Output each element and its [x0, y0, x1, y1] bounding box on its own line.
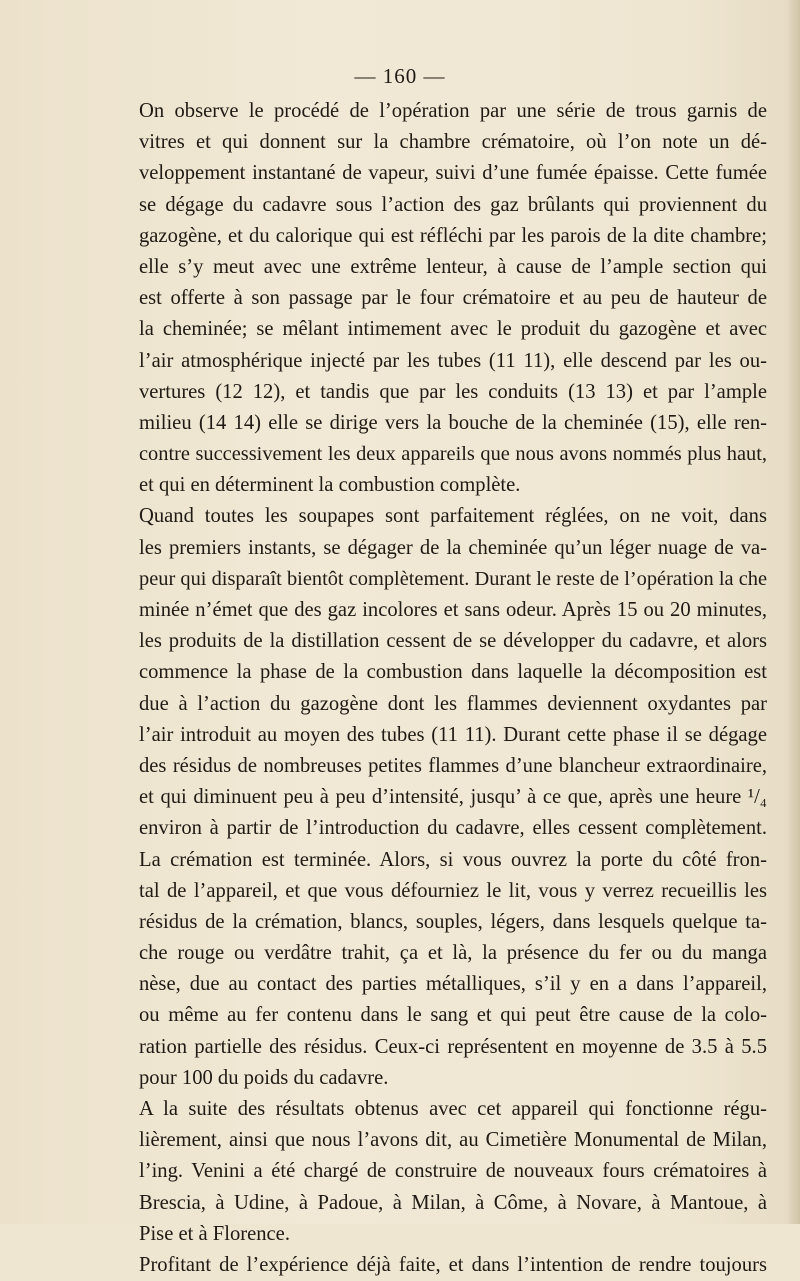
text-line: l’ing. Venini a été chargé de construire de nouveaux fours crématoires à — [139, 1160, 767, 1183]
text-line: nèse, due au contact des parties métalliques, s’il y en a dans l’appareil, — [139, 973, 767, 996]
text-line: veloppement instantané de vapeur, suivi d’une fumée épaisse. Cette fumée — [139, 162, 767, 185]
text-line: les produits de la distillation cessent de se développer du cadavre, et alors — [139, 630, 767, 653]
text-line: che rouge ou verdâtre trahit, ça et là, la présence du fer ou du manga — [139, 942, 767, 965]
text-line: se dégage du cadavre sous l’action des gaz brûlants qui proviennent du — [139, 193, 767, 216]
text-line: pour 100 du poids du cadavre. — [139, 1066, 389, 1089]
text-line: ou même au fer contenu dans le sang et qui peut être cause de la colo- — [139, 1004, 767, 1027]
text-line: est offerte à son passage par le four crématoire et au peu de hauteur de — [139, 287, 767, 310]
text-line: des résidus de nombreuses petites flammes d’une blancheur extraordinaire, — [139, 754, 767, 777]
text-line: elle s’y meut avec une extrême lenteur, à cause de l’ample section qui — [139, 255, 767, 278]
text-line: due à l’action du gazogène dont les flammes deviennent oxydantes par — [139, 692, 767, 715]
text-line: l’air atmosphérique injecté par les tubes (11 11), elle descend par les ou- — [139, 349, 767, 372]
text-line: l’air introduit au moyen des tubes (11 11). Durant cette phase il se dégage — [139, 723, 767, 746]
text-line: La crémation est terminée. Alors, si vous ouvrez la porte du côté fron- — [139, 848, 767, 871]
body-text — [139, 96, 767, 1281]
text-line: et qui diminuent peu à peu d’intensité, jusqu’ à ce que, après une heure ¹/₄ — [139, 786, 767, 809]
text-line: Brescia, à Udine, à Padoue, à Milan, à Côme, à Novare, à Mantoue, à — [139, 1191, 767, 1214]
text-line: la cheminée; se mêlant intimement avec le produit du gazogène et avec — [139, 318, 767, 341]
text-line: peur qui disparaît bientôt complètement. Durant le reste de l’opération la che — [139, 567, 767, 590]
text-line: A la suite des résultats obtenus avec cet appareil qui fonctionne régu- — [139, 1098, 767, 1120]
text-line: vitres et qui donnent sur la chambre crématoire, où l’on note un dé- — [139, 131, 767, 154]
text-line: résidus de la crémation, blancs, souples, légers, dans lesquels quelque ta- — [139, 910, 767, 933]
text-line: Profitant de l’expérience déjà faite, et dans l’intention de rendre toujours — [139, 1253, 767, 1276]
text-line: les premiers instants, se dégager de la cheminée qu’un léger nuage de va- — [139, 536, 767, 559]
page-number: — 160 — — [354, 64, 446, 88]
text-line: ration partielle des résidus. Ceux-ci représentent en moyenne de 3.5 à 5.5 — [139, 1035, 767, 1058]
text-line: Quand toutes les soupapes sont parfaitement réglées, on ne voit, dans — [139, 505, 767, 528]
text-line: On observe le procédé de l’opération par une série de trous garnis de — [139, 100, 767, 122]
text-line: vertures (12 12), et tandis que par les conduits (13 13) et par l’ample — [139, 380, 767, 403]
page-edge-shadow — [786, 0, 800, 1224]
text-line: milieu (14 14) elle se dirige vers la bouche de la cheminée (15), elle ren- — [139, 411, 767, 434]
text-line: Pise et à Florence. — [139, 1222, 290, 1245]
text-line: commence la phase de la combustion dans laquelle la décomposition est — [139, 661, 767, 684]
text-line: environ à partir de l’introduction du cadavre, elles cessent complètement. — [139, 817, 767, 840]
text-line: minée n’émet que des gaz incolores et sans odeur. Après 15 ou 20 minutes, — [139, 599, 767, 621]
text-line: gazogène, et du calorique qui est réfléchi par les parois de la dite chambre; — [139, 224, 767, 247]
text-line: lièrement, ainsi que nous l’avons dit, au Cimetière Monumental de Milan, — [139, 1129, 767, 1152]
text-line: contre successivement les deux appareils que nous avons nommés plus haut, — [139, 443, 767, 466]
text-line: et qui en déterminent la combustion complète. — [139, 474, 521, 497]
text-line: tal de l’appareil, et que vous défourniez le lit, vous y verrez recueillis les — [139, 879, 767, 902]
